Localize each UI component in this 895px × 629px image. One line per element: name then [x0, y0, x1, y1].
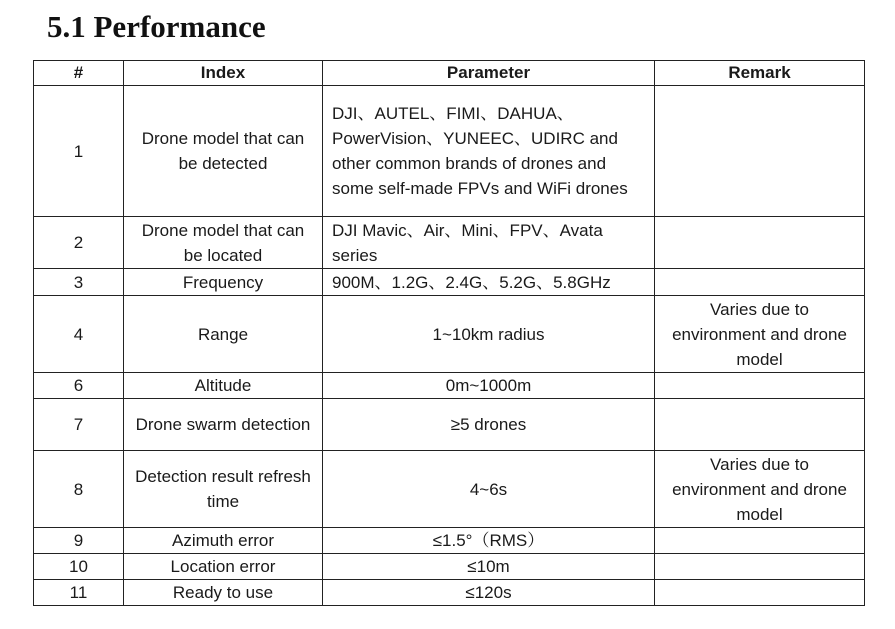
table-row — [34, 580, 865, 606]
header-remark: Remark — [655, 61, 865, 86]
table-header-row — [34, 61, 865, 86]
row-number: 4 — [34, 296, 124, 373]
row-remark — [655, 269, 865, 296]
row-parameter: ≤1.5°（RMS） — [323, 528, 655, 554]
table-row — [34, 86, 865, 217]
table-row — [34, 269, 865, 296]
table-row — [34, 451, 865, 528]
row-index: Frequency — [124, 269, 323, 296]
table-row — [34, 217, 865, 269]
performance-table — [33, 60, 865, 606]
row-parameter: ≤10m — [323, 554, 655, 580]
row-remark — [655, 86, 865, 217]
row-parameter: 900M、1.2G、2.4G、5.2G、5.8GHz — [323, 269, 655, 296]
row-index: Drone model that can be detected — [124, 86, 323, 217]
row-index: Ready to use — [124, 580, 323, 606]
row-parameter: 4~6s — [323, 451, 655, 528]
row-parameter: ≤120s — [323, 580, 655, 606]
row-index: Range — [124, 296, 323, 373]
row-remark — [655, 373, 865, 399]
row-number: 11 — [34, 580, 124, 606]
header-index: Index — [124, 61, 323, 86]
table-row — [34, 399, 865, 451]
row-remark — [655, 217, 865, 269]
row-index: Location error — [124, 554, 323, 580]
row-number: 6 — [34, 373, 124, 399]
row-number: 1 — [34, 86, 124, 217]
table-row — [34, 296, 865, 373]
section-title: 5.1 Performance — [47, 9, 266, 44]
row-index: Drone model that can be located — [124, 217, 323, 269]
row-index: Altitude — [124, 373, 323, 399]
row-index: Detection result refresh time — [124, 451, 323, 528]
row-number: 8 — [34, 451, 124, 528]
row-number: 2 — [34, 217, 124, 269]
table-row — [34, 528, 865, 554]
row-remark — [655, 580, 865, 606]
row-index: Azimuth error — [124, 528, 323, 554]
header-number: # — [34, 61, 124, 86]
row-number: 9 — [34, 528, 124, 554]
table-row — [34, 373, 865, 399]
row-number: 7 — [34, 399, 124, 451]
row-parameter: DJI Mavic、Air、Mini、FPV、Avata series — [323, 217, 655, 269]
row-index: Drone swarm detection — [124, 399, 323, 451]
row-remark — [655, 399, 865, 451]
row-number: 10 — [34, 554, 124, 580]
row-parameter: 0m~1000m — [323, 373, 655, 399]
row-parameter: DJI、AUTEL、FIMI、DAHUA、PowerVision、YUNEEC、UDIRC and other common brands of drones and some self-made FPVs and WiFi drones — [323, 86, 655, 217]
row-number: 3 — [34, 269, 124, 296]
row-remark — [655, 554, 865, 580]
row-parameter: 1~10km radius — [323, 296, 655, 373]
row-remark: Varies due to environment and drone model — [655, 296, 865, 373]
header-parameter: Parameter — [323, 61, 655, 86]
row-parameter: ≥5 drones — [323, 399, 655, 451]
row-remark: Varies due to environment and drone model — [655, 451, 865, 528]
table-row — [34, 554, 865, 580]
row-remark — [655, 528, 865, 554]
